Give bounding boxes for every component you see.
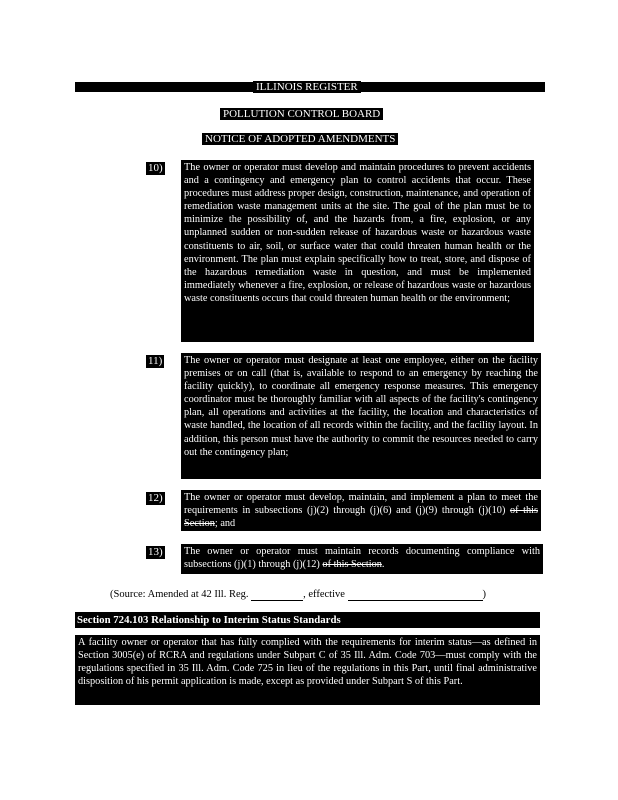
source-note	[110, 588, 515, 601]
section-title: Section 724.103 Relationship to Interim Status Standards	[75, 612, 540, 628]
item-text	[181, 544, 543, 574]
item-text	[181, 490, 541, 531]
notice-title: NOTICE OF ADOPTED AMENDMENTS	[202, 133, 398, 145]
struck-text: of this Section	[322, 559, 382, 571]
item-text-end: .	[381, 559, 385, 571]
struck-text: of this Section	[184, 505, 538, 530]
blank-underline	[348, 600, 483, 601]
item-number: 13)	[148, 546, 163, 558]
item-number: 12)	[148, 492, 163, 504]
register-title: ILLINOIS REGISTER	[253, 81, 361, 93]
section-body: A facility owner or operator that has fully complied with the requirements for interim status—as defined in Section 3005(e) of RCRA and regulations under Subpart C of 35 Ill. Adm. Code 703—must comply with the regulations specified in 35 Ill. Adm. Code 725 in lieu of the regulations in this Part, until final administrative disposition of his permit application is made, except as provided under Subpart S of this Part.	[75, 635, 540, 705]
item-text: The owner or operator must develop and maintain procedures to prevent accidents and a contingency and emergency plan to control accidents that occur. These procedures must address proper design, construction, maintenance, and operation of remediation waste management units at the site. The goal of the plan must be to minimize the possibility of, and the hazards from, a fire, explosion, or any unplanned sudden or non-sudden release of hazardous waste or hazardous waste constituents to air, soil, or surface water that could threaten human health or the environment. The plan must explain specifically how to treat, store, and dispose of the hazardous remediation waste in question, and must be implemented immediately whenever a fire, explosion, or release of hazardous waste or hazardous waste constituents occurs that could threaten human health or the environment;	[181, 160, 534, 342]
board-title: POLLUTION CONTROL BOARD	[220, 108, 383, 120]
item-text-main: The owner or operator must maintain records documenting compliance with subsections (j)(1) through (j)(12)	[184, 546, 540, 571]
item-number: 11)	[148, 355, 163, 367]
item-text-end: ; and	[214, 518, 236, 530]
item-text: The owner or operator must designate at least one employee, either on the facility premises or on call (that is, available to respond to an emergency by reaching the facility quickly), to coordinate all emergency response measures. This emergency coordinator must be thoroughly familiar with all aspects of the facility's contingency plan, all operations and activities at the facility, the location and characteristics of waste handled, the location of all records within the facility, and the facility layout. In addition, this person must have the authority to commit the resources needed to carry out the contingency plan;	[181, 353, 541, 479]
source-prefix: (Source: Amended at 42 Ill. Reg.	[110, 589, 249, 600]
blank-underline	[251, 600, 303, 601]
item-text-main: The owner or operator must develop, maintain, and implement a plan to meet the requirements in subsections (j)(2) through (j)(6) and (j)(9) through (j)(10)	[184, 492, 538, 517]
item-number: 10)	[148, 162, 163, 174]
source-suffix: )	[482, 589, 487, 600]
source-middle: , effective	[303, 589, 345, 600]
